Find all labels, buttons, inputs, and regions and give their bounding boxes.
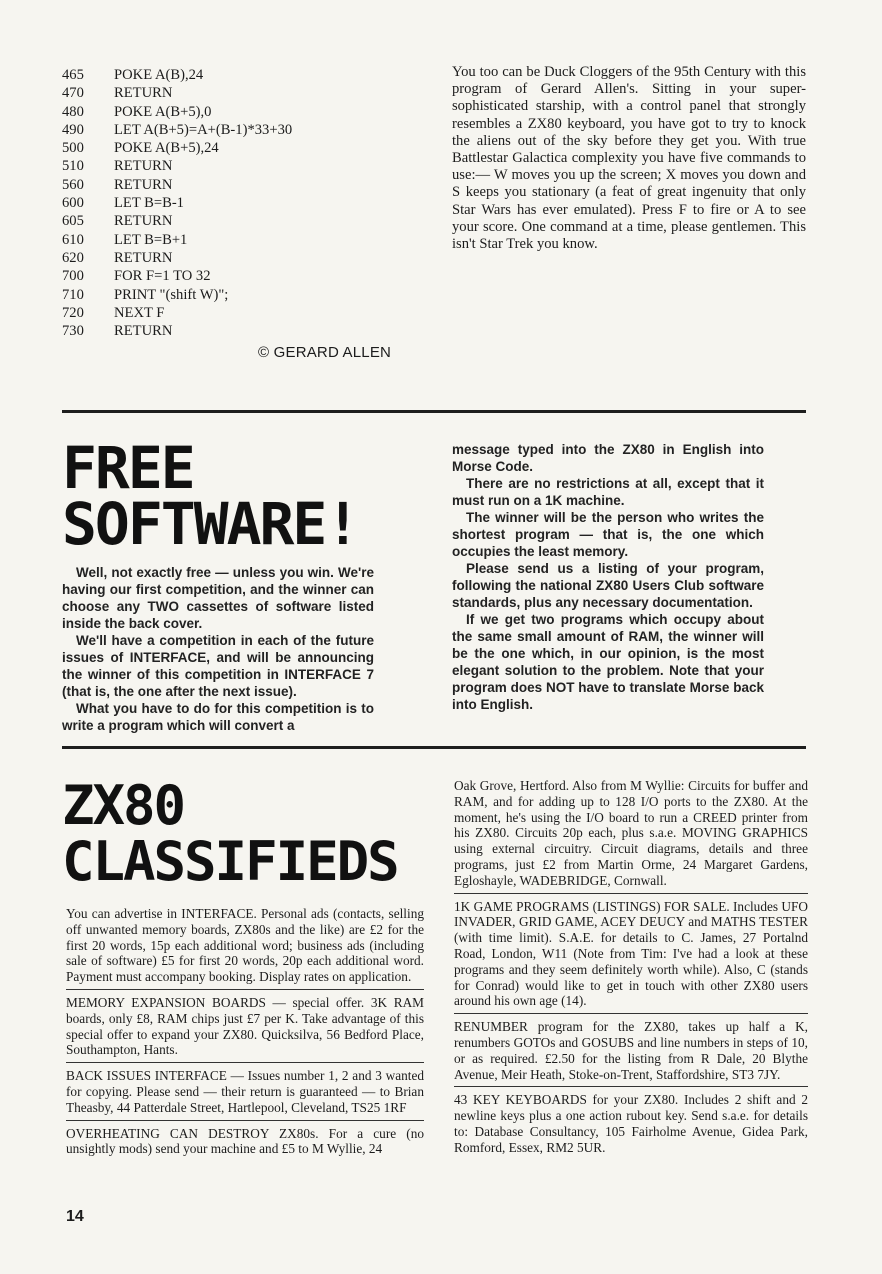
- code-line: [62, 249, 422, 267]
- paragraph: The winner will be the person who writes the shortest program — that is, the one which occupies the least memory.: [452, 510, 764, 559]
- line-number: 610: [62, 231, 84, 248]
- code-line: [62, 139, 422, 157]
- code-statement: LET A(B+5)=A+(B-1)*33+30: [114, 121, 293, 138]
- line-number: 620: [62, 249, 84, 266]
- classifieds-heading: [62, 774, 398, 893]
- heading-line: CLASSIFIEDS: [62, 830, 398, 893]
- copyright-credit: © GERARD ALLEN: [258, 344, 392, 361]
- section-divider: [62, 746, 806, 749]
- heading-line: SOFTWARE!: [62, 490, 359, 558]
- line-number: 480: [62, 103, 84, 120]
- classified-ad: OVERHEATING CAN DESTROY ZX80s. For a cure (no unsightly mods) send your machine and £5 to M Wyllie, 24: [66, 1120, 424, 1162]
- code-line: [62, 103, 422, 121]
- code-line: [62, 121, 422, 139]
- code-line: [62, 231, 422, 249]
- paragraph: There are no restrictions at all, except that it must run on a 1K machine.: [452, 476, 764, 508]
- free-software-heading: [62, 434, 359, 558]
- code-statement: RETURN: [114, 176, 173, 193]
- line-number: 490: [62, 121, 84, 138]
- classified-ad: Oak Grove, Hertford. Also from M Wyllie: Circuits for buffer and RAM, and for adding up to 128 I/O ports to the ZX80. At the moment, he's using the I/O board to run a CREED printer from his ZX80. Circuits 20p each, plus s.a.e. MOVING GRAPHICS using external circuitry. Circuit diagrams, details and three programs, just £2 from Martin Orme, 24 Margaret Gardens, Egloshayle, WADEBRIDGE, Cornwall.: [454, 778, 808, 888]
- code-statement: RETURN: [114, 213, 173, 230]
- paragraph: We'll have a competition in each of the future issues of INTERFACE, and will be announcing the winner of this competition in INTERFACE 7 (that is, the one after the next issue).: [62, 633, 374, 699]
- line-number: 700: [62, 268, 84, 285]
- classifieds-column-right: [454, 776, 808, 1160]
- competition-text-left: [62, 564, 374, 734]
- classified-ad: 43 KEY KEYBOARDS for your ZX80. Includes 2 shift and 2 newline keys plus a one action rubout key. Send s.a.e. for details to: Database Consultancy, 105 Fairholme Avenue, Gidea Park, Romford, Essex, RM2 5UR.: [454, 1086, 808, 1159]
- code-statement: PRINT "(shift W)";: [114, 286, 229, 303]
- code-line: [62, 176, 422, 194]
- code-line: [62, 66, 422, 84]
- code-line: [62, 322, 422, 340]
- code-statement: NEXT F: [114, 304, 165, 321]
- code-line: [62, 286, 422, 304]
- line-number: 500: [62, 140, 84, 157]
- code-line: [62, 267, 422, 285]
- classifieds-column-left: [66, 904, 424, 1161]
- line-number: 720: [62, 304, 84, 321]
- paragraph: If we get two programs which occupy about the same small amount of RAM, the winner will be the one which, in our opinion, is the most elegant solution to the problem. Note that your program does NOT have to translate Morse back into English.: [452, 612, 764, 712]
- code-statement: LET B=B+1: [114, 231, 188, 248]
- code-line: [62, 84, 422, 102]
- classified-ad: MEMORY EXPANSION BOARDS — special offer. 3K RAM boards, only £8, RAM chips just £7 per K. Take advantage of this special offer to expand your ZX80. Quicksilva, 56 Bedford Place, Southampton, Hants.: [66, 989, 424, 1062]
- code-statement: POKE A(B),24: [114, 67, 204, 83]
- page-number: 14: [66, 1208, 84, 1225]
- code-statement: POKE A(B+5),24: [114, 140, 219, 157]
- paragraph: Please send us a listing of your program, following the national ZX80 Users Club software standards, plus any necessary documentation.: [452, 561, 764, 610]
- code-statement: RETURN: [114, 85, 173, 102]
- heading-line: ZX80: [62, 774, 185, 837]
- code-line: [62, 304, 422, 322]
- code-statement: POKE A(B+5),0: [114, 103, 212, 120]
- paragraph: Well, not exactly free — unless you win. We're having our first competition, and the winner can choose any TWO cassettes of software listed inside the back cover.: [62, 565, 374, 631]
- line-number: 600: [62, 195, 84, 212]
- line-number: 605: [62, 213, 84, 230]
- line-number: 560: [62, 176, 84, 193]
- code-line: [62, 157, 422, 175]
- line-number: 710: [62, 286, 84, 303]
- heading-line: FREE: [62, 434, 194, 502]
- section-divider: [62, 410, 806, 413]
- code-statement: RETURN: [114, 158, 173, 175]
- game-intro-text: You too can be Duck Cloggers of the 95th Century with this program of Gerard Allen's. Sitting in your super-sophisticated starship, with a control panel that strongly resembles a ZX80 keyboard, you have got to try to knock the aliens out of the sky before they get you. With true Battlestar Galactica complexity you have five commands to use:— W moves you up the screen; X moves you down and S keeps you stationary (a feat of great ingenuity that only Star Wars has ever emulated). Press F to fire or A to see your score. One command at a time, please gentlemen. This isn't Star Trek you know.: [452, 64, 806, 253]
- line-number: 465: [62, 67, 84, 83]
- classified-ad: You can advertise in INTERFACE. Personal ads (contacts, selling off unwanted memory boards, ZX80s and the like) are £2 for the first 20 words, 15p each additional word; business ads (including sale of software) £5 for first 20 words, 20p each additional word. Payment must accompany booking. Display rates on application.: [66, 906, 424, 985]
- code-statement: RETURN: [114, 323, 173, 340]
- line-number: 510: [62, 158, 84, 175]
- paragraph: message typed into the ZX80 in English into Morse Code.: [452, 442, 764, 474]
- classified-ad: 1K GAME PROGRAMS (LISTINGS) FOR SALE. Includes UFO INVADER, GRID GAME, ACEY DEUCY and MATHS TESTER (with time limit). S.A.E. for details to C. James, 27 Portalnd Road, London, W11 (Note from Tim: I've had a look at these programs and they seem definitely worth while). Also, C (stands for Conrad) would like to get in touch with other ZX80 users around his own age (14).: [454, 893, 808, 1014]
- competition-text-right: [452, 441, 764, 713]
- line-number: 470: [62, 85, 84, 102]
- paragraph: What you have to do for this competition is to write a program which will convert a: [62, 701, 374, 733]
- code-line: [62, 212, 422, 230]
- code-line: [62, 194, 422, 212]
- classified-ad: RENUMBER program for the ZX80, takes up half a K, renumbers GOTOs and GOSUBS and line numbers in steps of 10, or as required. £2.50 for the listing from R Dale, 20 Blythe Avenue, Meir Heath, Stoke-on-Trent, Staffordshire, ST3 7JY.: [454, 1013, 808, 1086]
- classified-ad: BACK ISSUES INTERFACE — Issues number 1, 2 and 3 wanted for copying. Please send — their return is guaranteed — to Brian Theasby, 44 Patterdale Street, Hartlepool, Cleveland, TS25 1RF: [66, 1062, 424, 1119]
- code-statement: RETURN: [114, 249, 173, 266]
- line-number: 730: [62, 323, 84, 340]
- program-listing: [62, 66, 422, 340]
- code-statement: FOR F=1 TO 32: [114, 268, 211, 285]
- code-statement: LET B=B-1: [114, 195, 184, 212]
